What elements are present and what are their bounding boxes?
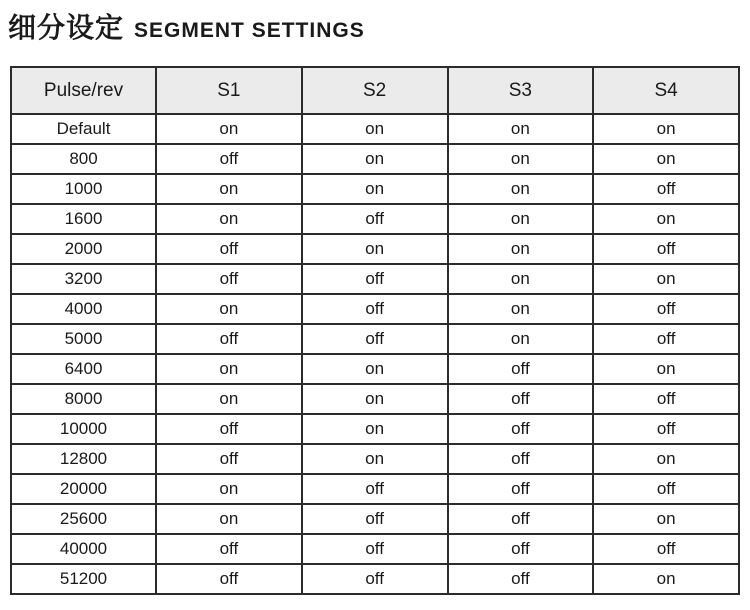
switch-state-cell: off xyxy=(302,504,448,534)
switch-state-cell: on xyxy=(593,204,739,234)
switch-state-cell: on xyxy=(302,414,448,444)
pulse-rev-cell: 2000 xyxy=(11,234,156,264)
switch-state-cell: on xyxy=(302,384,448,414)
switch-state-cell: off xyxy=(593,234,739,264)
switch-state-cell: off xyxy=(302,474,448,504)
switch-state-cell: on xyxy=(302,114,448,144)
page-title xyxy=(8,6,365,46)
segment-settings-table xyxy=(10,66,740,595)
pulse-rev-cell: 1600 xyxy=(11,204,156,234)
pulse-rev-cell: 4000 xyxy=(11,294,156,324)
switch-state-cell: off xyxy=(302,264,448,294)
pulse-rev-cell: 10000 xyxy=(11,414,156,444)
pulse-rev-cell: 1000 xyxy=(11,174,156,204)
header-s3: S3 xyxy=(448,67,594,114)
switch-state-cell: off xyxy=(448,534,594,564)
switch-state-cell: on xyxy=(156,174,302,204)
table-row xyxy=(11,504,739,534)
table-row xyxy=(11,264,739,294)
switch-state-cell: on xyxy=(302,174,448,204)
switch-state-cell: off xyxy=(593,174,739,204)
switch-state-cell: on xyxy=(156,294,302,324)
switch-state-cell: off xyxy=(593,534,739,564)
switch-state-cell: off xyxy=(448,384,594,414)
table-body xyxy=(11,114,739,594)
switch-state-cell: on xyxy=(448,204,594,234)
table-row xyxy=(11,294,739,324)
pulse-rev-cell: 12800 xyxy=(11,444,156,474)
table-row xyxy=(11,114,739,144)
switch-state-cell: on xyxy=(156,114,302,144)
switch-state-cell: on xyxy=(448,294,594,324)
switch-state-cell: on xyxy=(593,354,739,384)
switch-state-cell: on xyxy=(593,504,739,534)
header-s4: S4 xyxy=(593,67,739,114)
switch-state-cell: off xyxy=(593,414,739,444)
switch-state-cell: off xyxy=(302,294,448,324)
table-row xyxy=(11,324,739,354)
pulse-rev-cell: 6400 xyxy=(11,354,156,384)
pulse-rev-cell: 51200 xyxy=(11,564,156,594)
switch-state-cell: on xyxy=(448,264,594,294)
pulse-rev-cell: 25600 xyxy=(11,504,156,534)
switch-state-cell: on xyxy=(156,384,302,414)
switch-state-cell: off xyxy=(593,324,739,354)
header-row xyxy=(11,67,739,114)
switch-state-cell: on xyxy=(302,444,448,474)
switch-state-cell: off xyxy=(156,444,302,474)
table-row xyxy=(11,534,739,564)
title-english: SEGMENT SETTINGS xyxy=(134,19,365,42)
table-row xyxy=(11,444,739,474)
switch-state-cell: on xyxy=(593,444,739,474)
table-row xyxy=(11,564,739,594)
table-row xyxy=(11,474,739,504)
table-row xyxy=(11,174,739,204)
pulse-rev-cell: 20000 xyxy=(11,474,156,504)
switch-state-cell: off xyxy=(156,414,302,444)
switch-state-cell: on xyxy=(156,474,302,504)
switch-state-cell: off xyxy=(448,474,594,504)
switch-state-cell: off xyxy=(156,534,302,564)
switch-state-cell: off xyxy=(448,354,594,384)
switch-state-cell: off xyxy=(302,534,448,564)
table-row xyxy=(11,354,739,384)
switch-state-cell: off xyxy=(593,474,739,504)
switch-state-cell: off xyxy=(448,414,594,444)
switch-state-cell: on xyxy=(448,114,594,144)
table-row xyxy=(11,414,739,444)
switch-state-cell: off xyxy=(593,294,739,324)
switch-state-cell: on xyxy=(302,144,448,174)
switch-state-cell: on xyxy=(593,264,739,294)
switch-state-cell: off xyxy=(448,504,594,534)
switch-state-cell: off xyxy=(448,444,594,474)
table-row xyxy=(11,144,739,174)
header-s2: S2 xyxy=(302,67,448,114)
switch-state-cell: off xyxy=(156,324,302,354)
title-chinese: 细分设定 xyxy=(8,12,125,43)
switch-state-cell: off xyxy=(448,564,594,594)
switch-state-cell: off xyxy=(156,264,302,294)
switch-state-cell: on xyxy=(448,324,594,354)
switch-state-cell: off xyxy=(156,564,302,594)
switch-state-cell: on xyxy=(156,354,302,384)
switch-state-cell: off xyxy=(156,234,302,264)
switch-state-cell: on xyxy=(593,564,739,594)
switch-state-cell: on xyxy=(448,174,594,204)
header-s1: S1 xyxy=(156,67,302,114)
table-row xyxy=(11,384,739,414)
switch-state-cell: on xyxy=(156,504,302,534)
table-row xyxy=(11,234,739,264)
pulse-rev-cell: 40000 xyxy=(11,534,156,564)
pulse-rev-cell: 8000 xyxy=(11,384,156,414)
header-pulse-rev: Pulse/rev xyxy=(11,67,156,114)
switch-state-cell: on xyxy=(593,144,739,174)
table-row xyxy=(11,204,739,234)
switch-state-cell: off xyxy=(302,324,448,354)
switch-state-cell: on xyxy=(156,204,302,234)
pulse-rev-cell: 800 xyxy=(11,144,156,174)
switch-state-cell: off xyxy=(302,564,448,594)
switch-state-cell: off xyxy=(593,384,739,414)
switch-state-cell: on xyxy=(448,144,594,174)
switch-state-cell: off xyxy=(156,144,302,174)
pulse-rev-cell: 5000 xyxy=(11,324,156,354)
switch-state-cell: on xyxy=(593,114,739,144)
switch-state-cell: on xyxy=(448,234,594,264)
pulse-rev-cell: 3200 xyxy=(11,264,156,294)
pulse-rev-cell: Default xyxy=(11,114,156,144)
switch-state-cell: off xyxy=(302,204,448,234)
switch-state-cell: on xyxy=(302,234,448,264)
switch-state-cell: on xyxy=(302,354,448,384)
